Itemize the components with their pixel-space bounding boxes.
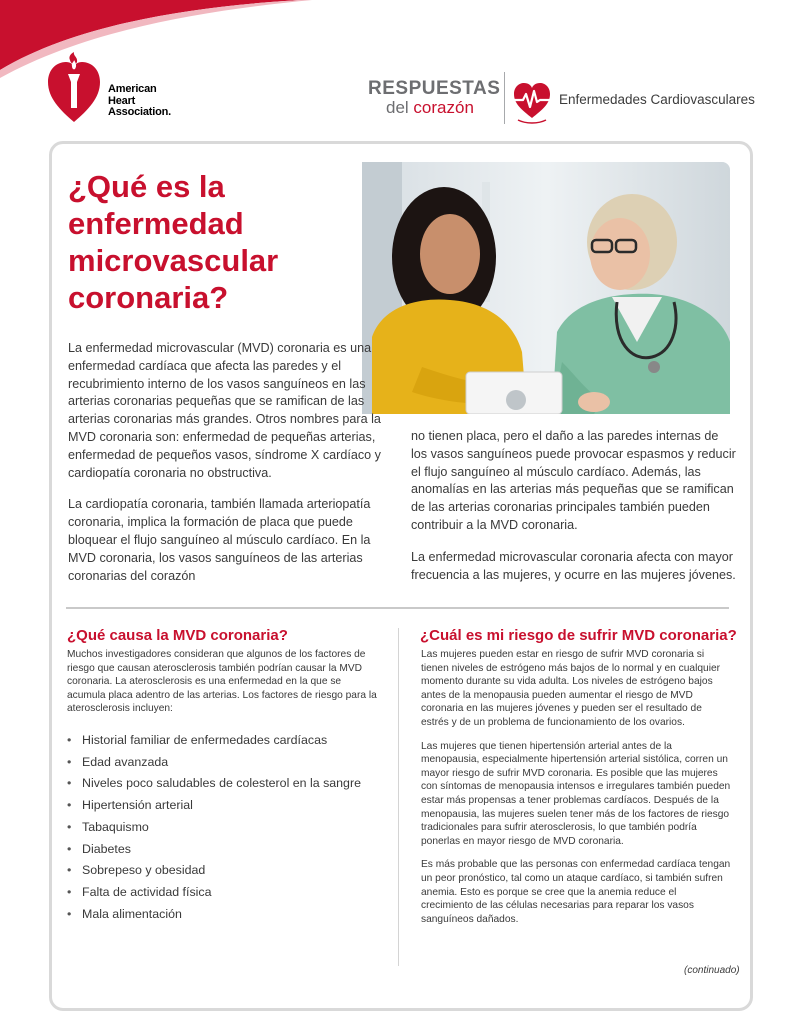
risk-paragraph-2: Las mujeres que tienen hipertensión arterial antes de la menopausia, especialmente hipertensión arterial sistólica, corren un mayor riesgo de sufrir MVD coronaria. Es posible que las mujeres con síntomas de menopausia intensos e irregulares también pueden estar más propensas a tener problemas cardíacos. Después de la menopausia, las mujeres suelen tener más de los factores de riesgo tradicionales para sufrir aterosclerosis, lo que también podría ponerlas en mayor riesgo de MVD coronaria. [421, 740, 731, 847]
bullet-icon: • [67, 884, 72, 899]
list-item-text: Hipertensión arterial [82, 798, 193, 813]
list-item [67, 795, 387, 817]
bullet-icon: • [67, 733, 72, 747]
intro-left-column [68, 340, 388, 599]
intro-paragraph-3: no tienen placa, pero el daño a las paredes internas de los vasos sanguíneos puede provocar espasmos y reducir el flujo sanguíneo al músculo cardíaco. Además, las anomalías en las arterias más pequeñas que se ramifican de las arterias coronarias principales también pueden contribuir a la MVD coronaria. [411, 429, 736, 532]
intro-paragraph-4: La enfermedad microvascular coronaria afecta con mayor frecuencia a las mujeres, y ocurre en las mujeres jóvenes. [411, 549, 736, 582]
bullet-icon: • [67, 819, 72, 834]
section-divider [66, 607, 729, 609]
intro-paragraph-1: La enfermedad microvascular (MVD) coronaria es una enfermedad cardíaca que afecta las paredes y el recubrimiento interno de los vasos sanguíneos en las arterias coronarias pequeñas que se ramifican de las arterias coronarias más grandes. Otros nombres para la MVD coronaria son: enfermedad de pequeñas arterias, enfermedad de pequeños vasos, síndrome X cardíaco y cardiopatía coronaria no obstructiva. [68, 341, 381, 480]
topic-label: Enfermedades Cardiovasculares [559, 92, 755, 107]
list-item [67, 817, 387, 839]
list-item-text: Diabetes [82, 841, 131, 856]
list-item-text: Niveles poco saludables de colesterol en la sangre [82, 776, 361, 791]
page-title: ¿Qué es la enfermedad microvascular coronaria? [68, 169, 279, 315]
doctor-patient-photo [362, 162, 730, 414]
del-corazon-wordmark [386, 98, 474, 118]
list-item [67, 860, 387, 882]
aha-logo [46, 52, 196, 126]
risk-body [421, 648, 731, 936]
logo-line-3: Association. [108, 106, 172, 118]
column-divider [398, 628, 399, 966]
list-item [67, 773, 387, 795]
list-item [67, 839, 387, 861]
list-item-text: Edad avanzada [82, 754, 169, 769]
intro-right-column [411, 428, 736, 598]
bullet-icon: • [67, 798, 72, 813]
del-word: del [386, 98, 409, 117]
heart-pulse-icon [512, 80, 552, 124]
logo-line-1: American [108, 83, 157, 95]
risk-factor-list [67, 730, 387, 925]
causes-heading: ¿Qué causa la MVD coronaria? [67, 627, 288, 644]
bullet-icon: • [67, 841, 72, 856]
series-brand [360, 78, 760, 128]
list-item [67, 882, 387, 904]
list-item-text: Historial familiar de enfermedades cardíacas [82, 733, 328, 747]
bullet-icon: • [67, 776, 72, 791]
bullet-icon: • [67, 906, 72, 921]
logo-line-2: Heart [108, 94, 136, 107]
intro-paragraph-2: La cardiopatía coronaria, también llamada arteriopatía coronaria, implica la formación de placa que puede bloquear el flujo sanguíneo al músculo cardíaco. En la MVD coronaria, los vasos sanguíneos de las arterias coronarias del corazón [68, 497, 371, 583]
list-item-text: Tabaquismo [82, 819, 149, 834]
list-item [67, 730, 387, 752]
risk-heading: ¿Cuál es mi riesgo de sufrir MVD coronaria? [420, 627, 737, 644]
corazon-word: corazón [413, 98, 474, 117]
risk-paragraph-1: Las mujeres pueden estar en riesgo de sufrir MVD coronaria si tienen niveles de estrógeno más bajos de lo normal y en cualquier momento durante su vida adulta. Los niveles de estrógeno bajos antes de la menopausia pueden aumentar el riesgo de MVD coronaria en las mujeres jóvenes y pueden ser el resultado de estrés y de un problema de funcionamiento de los ovarios. [421, 649, 721, 728]
list-item-text: Mala alimentación [82, 906, 182, 921]
bullet-icon: • [67, 863, 72, 878]
list-item [67, 752, 387, 774]
continued-note: (continuado) [684, 965, 740, 976]
brand-divider [504, 72, 505, 124]
risk-paragraph-3: Es más probable que las personas con enfermedad cardíaca tengan un peor pronóstico, tal como un ataque cardíaco, si también sufren anemia. Esto es porque se cree que la anemia reduce el crecimiento de las células necesarias para reparar los vasos sanguíneos dañados. [421, 859, 731, 925]
bullet-icon: • [67, 754, 72, 769]
heart-torch-icon [46, 52, 102, 124]
list-item-text: Sobrepeso y obesidad [82, 863, 206, 878]
list-item [67, 904, 387, 926]
causes-intro: Muchos investigadores consideran que algunos de los factores de riesgo que causan aterosclerosis también podrían causar la MVD coronaria. La aterosclerosis es una enfermedad en la que se acumula placa adentro de las arterias. Los factores de riesgo para la aterosclerosis incluyen: [67, 649, 377, 715]
list-item-text: Falta de actividad física [82, 884, 212, 899]
respuestas-wordmark: RESPUESTAS [368, 78, 501, 99]
